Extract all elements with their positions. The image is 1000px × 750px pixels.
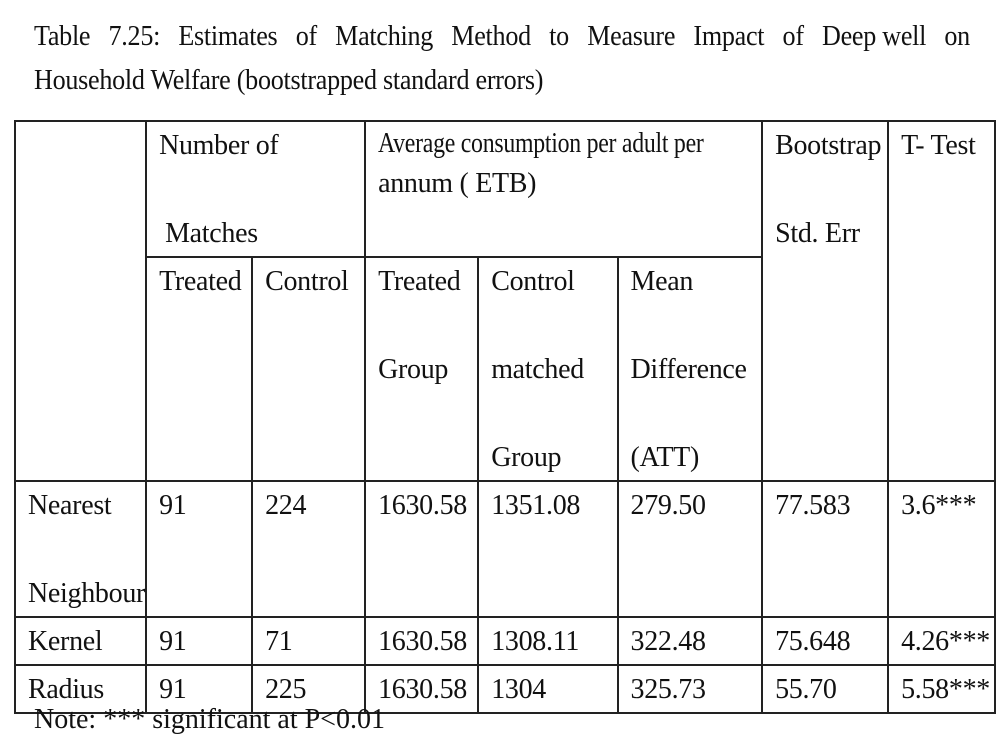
- header-mean-difference: Mean Difference (ATT): [618, 257, 763, 481]
- method-cell: Nearest Neighbour: [15, 481, 146, 617]
- cell-std-err: 55.70: [762, 665, 888, 713]
- table-caption: [34, 14, 970, 102]
- cell-treated: 91: [146, 481, 252, 617]
- caption-word: of: [295, 20, 317, 52]
- table-note: Note: *** significant at P<0.01: [34, 704, 385, 735]
- header-bootstrap: Bootstrap Std. Err: [762, 121, 888, 481]
- cell-att: 325.73: [618, 665, 763, 713]
- cell-ttest: 4.26***: [888, 617, 995, 665]
- cell-ttest: 5.58***: [888, 665, 995, 713]
- caption-word: Measure: [587, 20, 676, 52]
- header-treated: Treated: [146, 257, 252, 481]
- caption-line-2: Household Welfare (bootstrapped standard errors): [34, 64, 544, 96]
- caption-word: Method: [451, 20, 531, 52]
- cell-treated-group: 1630.58: [365, 665, 478, 713]
- cell-att: 279.50: [618, 481, 763, 617]
- cell-treated: 91: [146, 617, 252, 665]
- caption-word: Estimates: [178, 20, 278, 52]
- results-table: [14, 120, 996, 714]
- cell-treated-group: 1630.58: [365, 617, 478, 665]
- cell-std-err: 77.583: [762, 481, 888, 617]
- cell-control-group: 1304: [478, 665, 617, 713]
- cell-std-err: 75.648: [762, 617, 888, 665]
- cell-control-group: 1351.08: [478, 481, 617, 617]
- header-ttest: T- Test: [888, 121, 995, 481]
- caption-word: on: [944, 20, 970, 52]
- cell-att: 322.48: [618, 617, 763, 665]
- header-treated-group: Treated Group: [365, 257, 478, 481]
- method-cell: Kernel: [15, 617, 146, 665]
- caption-word: 7.25:: [108, 20, 161, 52]
- corner-cell: [15, 121, 146, 481]
- caption-word: to: [549, 20, 569, 52]
- header-control-matched-group: Control matched Group: [478, 257, 617, 481]
- cell-control-group: 1308.11: [478, 617, 617, 665]
- caption-word: Table: [34, 20, 91, 52]
- caption-word: Matching: [335, 20, 434, 52]
- method-cell: Radius: [15, 665, 146, 713]
- header-control: Control: [252, 257, 365, 481]
- table-row: [15, 481, 995, 617]
- cell-treated: 91: [146, 665, 252, 713]
- cell-control: 225: [252, 665, 365, 713]
- caption-word: of: [782, 20, 804, 52]
- header-row-1: [15, 121, 995, 257]
- header-number-of-matches: Number of Matches: [146, 121, 365, 257]
- cell-control: 71: [252, 617, 365, 665]
- caption-word: Impact: [693, 20, 765, 52]
- caption-word: Deep well: [822, 20, 927, 52]
- table-row: [15, 617, 995, 665]
- header-avg-consumption: Average consumption per adult per annum ( ETB): [365, 121, 762, 257]
- cell-control: 224: [252, 481, 365, 617]
- caption-line-1: [34, 14, 970, 58]
- cell-ttest: 3.6***: [888, 481, 995, 617]
- cell-treated-group: 1630.58: [365, 481, 478, 617]
